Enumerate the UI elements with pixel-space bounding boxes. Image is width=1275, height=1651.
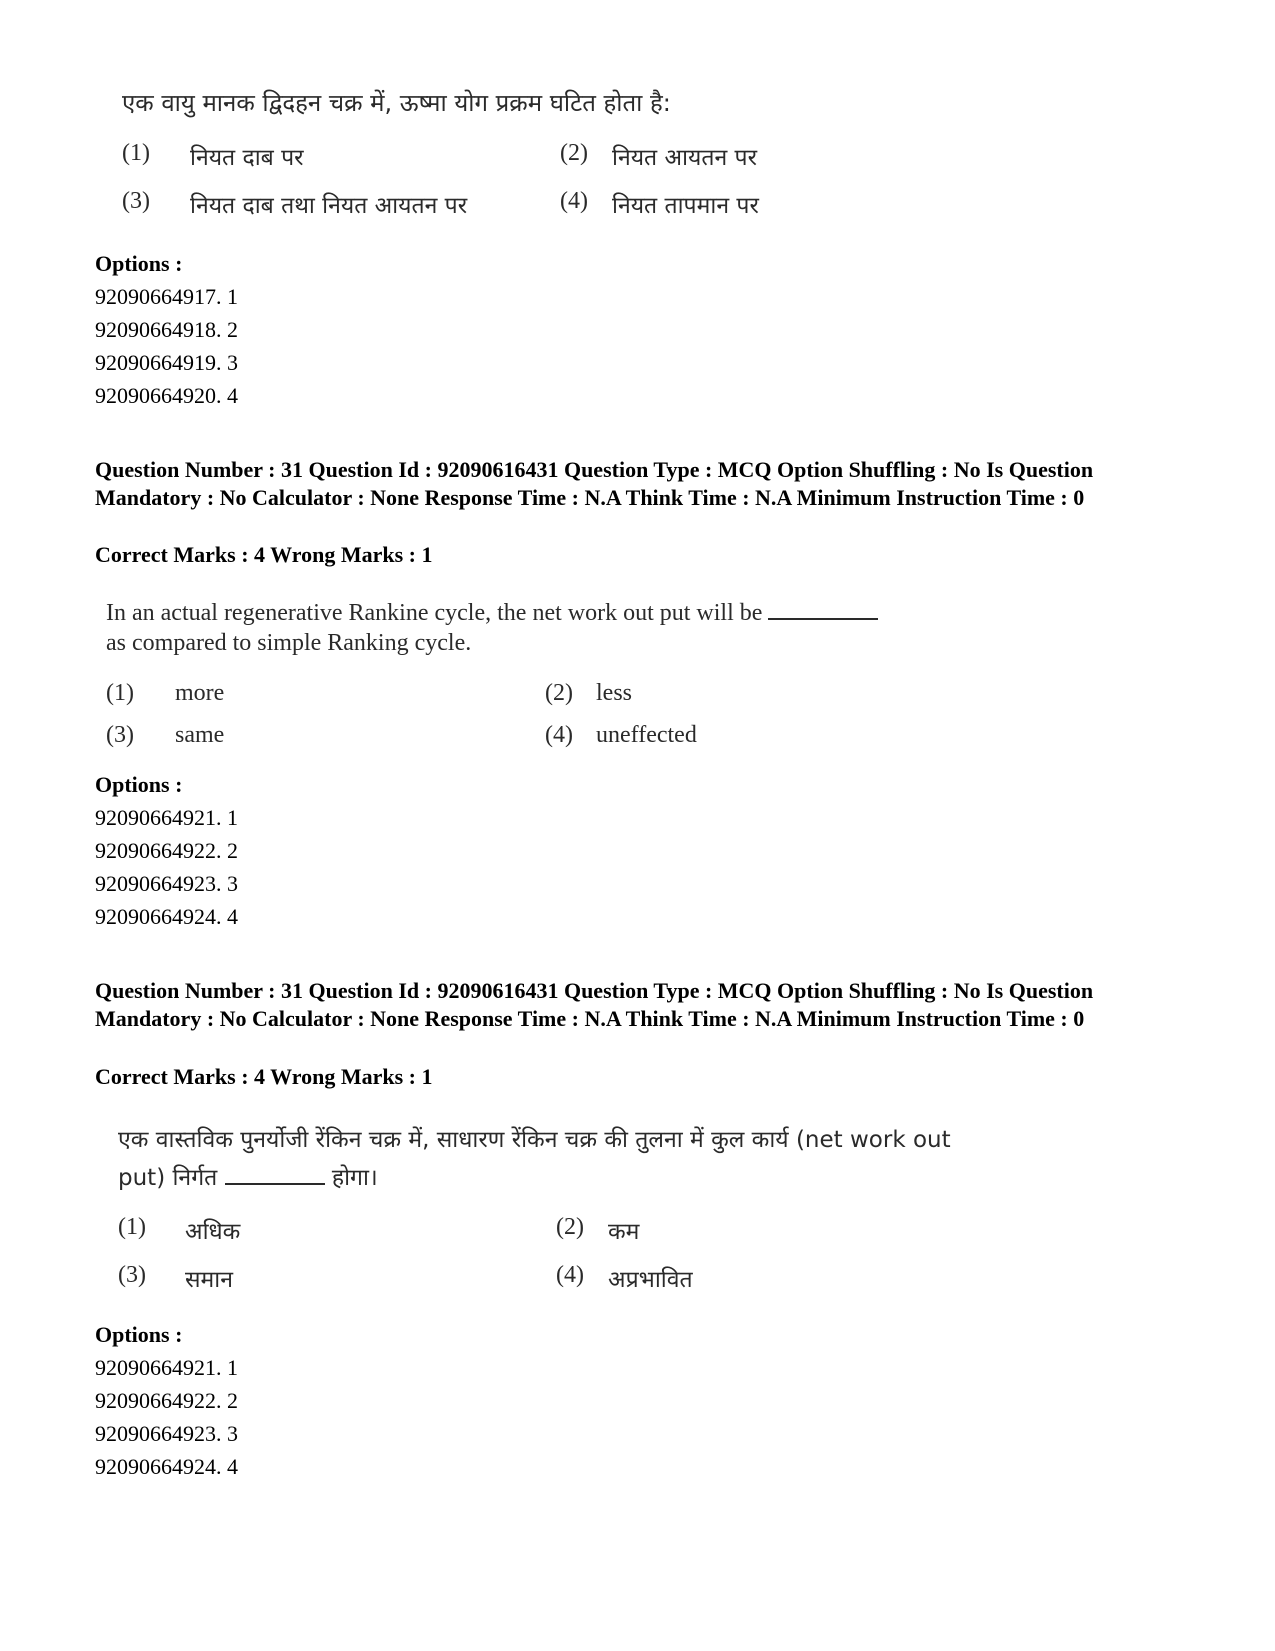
answer-blank <box>768 598 878 620</box>
options-label: Options : <box>95 251 183 276</box>
option-text: नियत आयतन पर <box>612 145 757 171</box>
option-id: 92090664921. 1 <box>95 805 238 830</box>
option-text: नियत तापमान पर <box>612 193 759 219</box>
option-id: 92090664924. 4 <box>95 1454 238 1479</box>
option-number: (1) <box>106 680 134 706</box>
question-stem-hindi-1: एक वायु मानक द्विदहन चक्र में, ऊष्मा योग प्रक्रम घटित होता है: <box>122 89 671 117</box>
option-number: (4) <box>560 188 588 214</box>
option-text: कम <box>608 1219 640 1245</box>
question-meta: Question Number : 31 Question Id : 92090616431 Question Type : MCQ Option Shuffling : No Is Question Mandatory : No Calculator : None Response Time : N.A Think Time : N.A Minimum Instruction Time : 0 <box>95 457 1094 510</box>
option-text: uneffected <box>596 722 697 748</box>
option-id: 92090664921. 1 <box>95 1355 238 1380</box>
question-stem-line-2 <box>118 1160 378 1192</box>
option-number: (4) <box>545 722 573 748</box>
question-stem <box>106 598 878 627</box>
option-text: समान <box>185 1267 234 1293</box>
option-id: 92090664923. 3 <box>95 871 238 896</box>
question-meta: Question Number : 31 Question Id : 92090616431 Question Type : MCQ Option Shuffling : No Is Question Mandatory : No Calculator : None Response Time : N.A Think Time : N.A Minimum Instruction Time : 0 <box>95 978 1094 1031</box>
option-id: 92090664923. 3 <box>95 1421 238 1446</box>
option-id: 92090664917. 1 <box>95 284 238 309</box>
option-id: 92090664924. 4 <box>95 904 238 929</box>
stem-line-1: In an actual regenerative Rankine cycle, the net work out put will be <box>106 600 763 626</box>
option-number: (2) <box>560 140 588 166</box>
option-number: (1) <box>118 1214 146 1240</box>
marks-info: Correct Marks : 4 Wrong Marks : 1 <box>95 1064 433 1089</box>
marks-info: Correct Marks : 4 Wrong Marks : 1 <box>95 542 433 567</box>
option-text: less <box>596 680 632 706</box>
stem-line-1: एक वास्तविक पुनर्योजी रेंकिन चक्र में, साधारण रेंकिन चक्र की तुलना में कुल कार्य (net work out <box>118 1127 951 1153</box>
option-id: 92090664920. 4 <box>95 383 238 408</box>
option-id: 92090664922. 2 <box>95 838 238 863</box>
option-id: 92090664922. 2 <box>95 1388 238 1413</box>
option-number: (2) <box>556 1214 584 1240</box>
stem-line-2: as compared to simple Ranking cycle. <box>106 630 472 656</box>
option-text: same <box>175 722 225 748</box>
option-number: (1) <box>122 140 150 166</box>
options-label: Options : <box>95 1322 183 1347</box>
option-text: नियत दाब पर <box>190 145 304 171</box>
option-id: 92090664918. 2 <box>95 317 238 342</box>
option-text: अधिक <box>185 1219 241 1245</box>
answer-blank <box>225 1163 325 1185</box>
option-number: (3) <box>106 722 134 748</box>
option-text: more <box>175 680 225 706</box>
option-number: (3) <box>122 188 150 214</box>
option-number: (4) <box>556 1262 584 1288</box>
option-text: नियत दाब तथा नियत आयतन पर <box>190 193 468 219</box>
options-label: Options : <box>95 772 183 797</box>
option-id: 92090664919. 3 <box>95 350 238 375</box>
option-number: (2) <box>545 680 573 706</box>
option-number: (3) <box>118 1262 146 1288</box>
stem-line-2a: put) निर्गत <box>118 1165 218 1191</box>
option-text: अप्रभावित <box>608 1267 693 1293</box>
stem-line-2b: होगा। <box>331 1165 378 1191</box>
